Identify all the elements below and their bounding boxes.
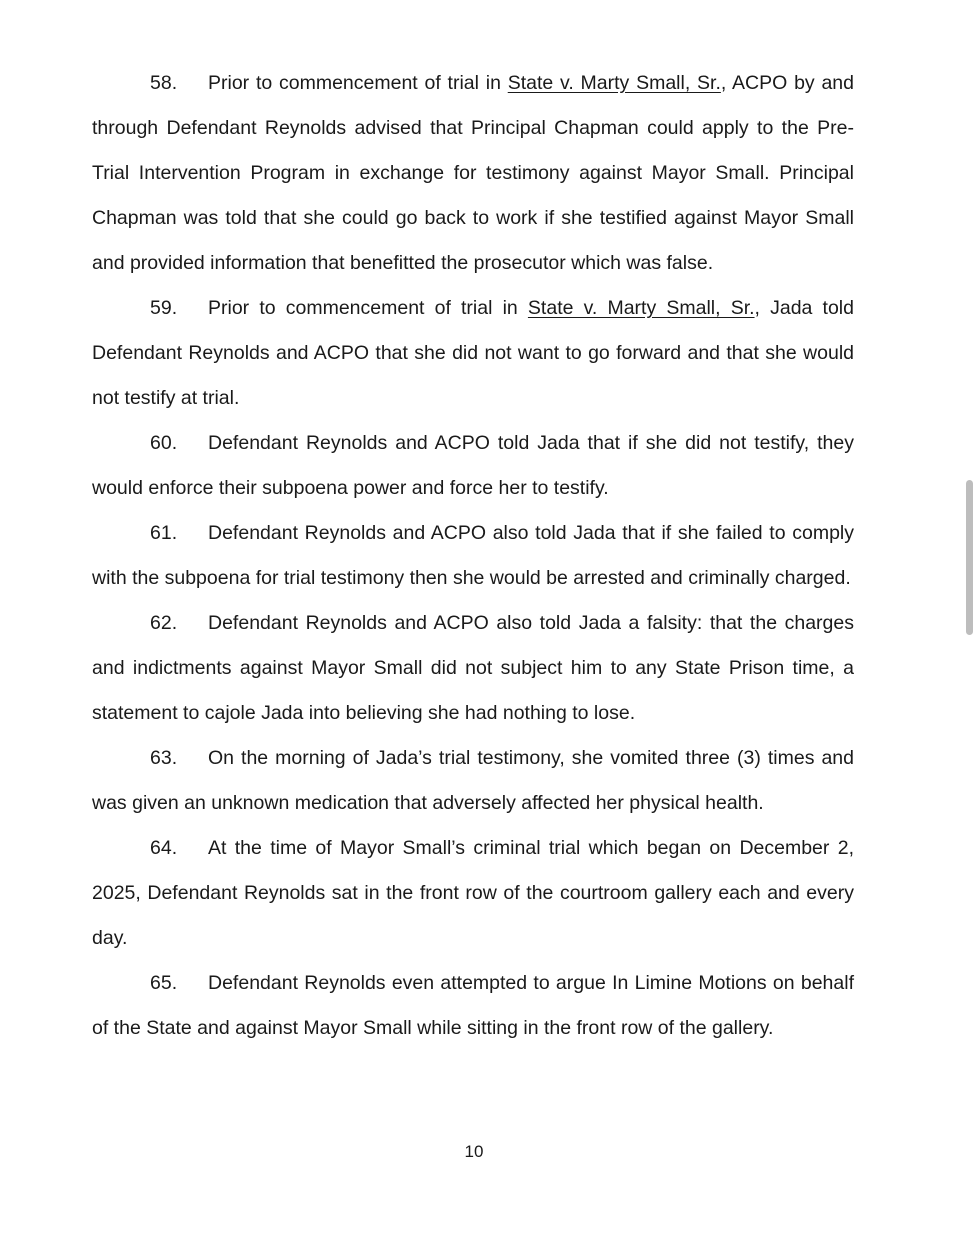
paragraph-number: 59. [150,297,178,319]
paragraph-text: Prior to commencement of trial in [208,297,528,319]
paragraph-number: 62. [150,612,178,634]
paragraph-63 [92,736,854,826]
paragraph-61 [92,511,854,601]
paragraph-number: 60. [150,432,178,454]
case-citation: State v. Marty Small, Sr. [507,72,721,94]
document-body [92,61,854,1051]
paragraph-59 [92,286,854,421]
paragraph-number: 58. [150,72,178,94]
case-citation: State v. Marty Small, Sr. [527,297,755,319]
paragraph-text: Defendant Reynolds and ACPO also told Jada that if she failed to comply with the subpoena for trial testimony then she would be arrested and criminally charged. [92,522,854,589]
paragraph-number: 64. [150,837,178,859]
page-number: 10 [464,1142,484,1161]
paragraph-64 [92,826,854,961]
paragraph-62 [92,601,854,736]
paragraph-number: 61. [150,522,178,544]
paragraph-text: Defendant Reynolds and ACPO told Jada that if she did not testify, they would enforce their subpoena power and force her to testify. [92,432,854,499]
paragraph-text: , ACPO by and through Defendant Reynolds advised that Principal Chapman could apply to the Pre-Trial Intervention Program in exchange for testimony against Mayor Small. Principal Chapman was told that she could go back to work if she testified against Mayor Small and provided information that benefitted the prosecutor which was false. [92,72,854,274]
scrollbar[interactable] [966,480,973,635]
paragraph-number: 65. [150,972,178,994]
paragraph-number: 63. [150,747,178,769]
paragraph-text: On the morning of Jada’s trial testimony, she vomited three (3) times and was given an unknown medication that adversely affected her physical health. [92,747,854,814]
paragraph-text: , Jada told Defendant Reynolds and ACPO that she did not want to go forward and that she would not testify at trial. [92,297,854,409]
paragraph-text: Defendant Reynolds and ACPO also told Jada a falsity: that the charges and indictments against Mayor Small did not subject him to any State Prison time, a statement to cajole Jada into believing she had nothing to lose. [92,612,854,724]
paragraph-65 [92,961,854,1051]
paragraph-text: At the time of Mayor Small’s criminal trial which began on December 2, 2025, Defendant Reynolds sat in the front row of the courtroom gallery each and every day. [92,837,854,949]
paragraph-text: Prior to commencement of trial in [208,72,508,94]
paragraph-60 [92,421,854,511]
paragraph-text: Defendant Reynolds even attempted to argue In Limine Motions on behalf of the State and against Mayor Small while sitting in the front row of the gallery. [92,972,854,1039]
paragraph-58 [92,61,854,286]
